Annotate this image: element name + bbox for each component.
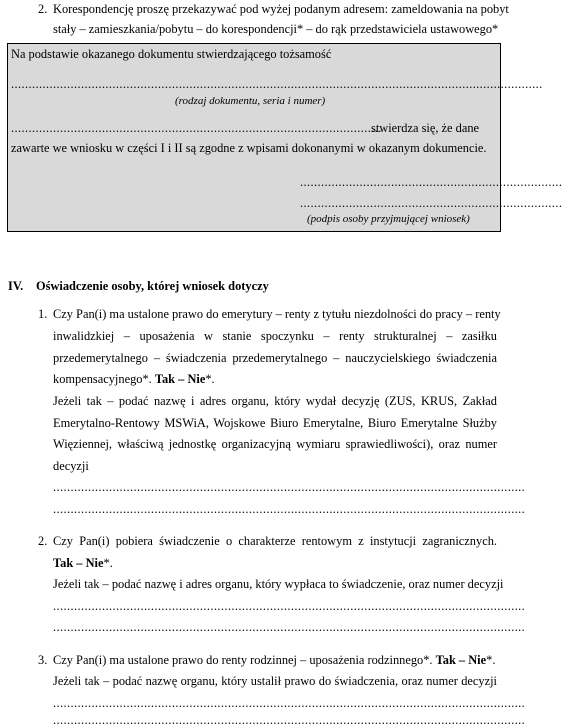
q1-line8: decyzji [53,459,89,473]
q1-line6: Emerytalno-Rentowy MSWiA, Wojskowe Biuro Emerytalne, Biuro Emerytalne Służby [53,416,497,430]
officer-dots-line: .......................................................................................................... [11,121,382,135]
item2-line1: Korespondencję proszę przekazywać pod wyżej podanym adresem: zameldowania na pobyt [53,2,509,16]
q1-yes-no: Tak – Nie [154,372,206,386]
q3-answer-dots-2: ....................................................................................................................................... [53,713,526,727]
q1-answer-dots-2: ....................................................................................................................................... [53,502,526,516]
q1-answer-dots-1: ....................................................................................................................................... [53,480,526,494]
q2-number: 2. [38,534,48,548]
q3-yes-no: Tak – Nie [435,653,487,667]
q1-line2: inwalidzkiej – uposażenia w stanie spoczynku – renty strukturalnej – zasiłku [53,329,497,343]
q1-line5: Jeżeli tak – podać nazwę i adres organu, który wydał decyzję (ZUS, KRUS, Zakład [53,394,497,408]
q3-line1-text: Czy Pan(i) ma ustalone prawo do renty rodzinnej – uposażenia rodzinnego*. [53,653,436,667]
document-caption: (rodzaj dokumentu, seria i numer) [175,95,326,107]
section-number: IV. [8,279,24,293]
q2-line2-end: *. [103,556,113,570]
signature-dots-2: ........................................................................... [300,196,562,210]
box-intro: Na podstawie okazanego dokumentu stwierdzającego tożsamość [11,47,332,61]
office-verification-box [7,43,562,232]
q3-line2: Jeżeli tak – podać nazwę organu, który ustalił prawo do świadczenia, oraz numer decyzji [53,674,497,688]
q1-line4-end: *. [205,372,215,386]
q3-line1-end: *. [486,653,496,667]
q2-answer-dots-1: ....................................................................................................................................... [53,599,526,613]
box-line2-end: stwierdza się, że dane [371,121,480,135]
q3-number: 3. [38,653,48,667]
section-title: Oświadczenie osoby, której wniosek dotyczy [36,279,269,293]
q2-yes-no: Tak – Nie [53,556,104,570]
item2-line2: stały – zamieszkania/pobytu – do korespondencji* – do rąk przedstawiciela ustawowego* [53,22,499,36]
q1-line7: Więziennej, właściwą jednostkę organizacyjną wymiaru sprawiedliwości), oraz numer [53,437,497,451]
q2-line2 [53,556,113,571]
q2-line1: Czy Pan(i) pobiera świadczenie o charakterze rentowym z instytucji zagranicznych. [53,534,497,548]
document-dots-line: ........................................................................................................................................................ [11,77,543,91]
q2-answer-dots-2: ....................................................................................................................................... [53,620,526,634]
q1-line4-text: kompensacyjnego*. [53,372,155,386]
q1-number: 1. [38,307,48,321]
q2-line3: Jeżeli tak – podać nazwę i adres organu, który wypłaca to świadczenie, oraz numer decyzji [53,577,504,591]
q3-line1 [53,653,495,668]
box-line3: zawarte we wniosku w części I i II są zgodne z wpisami dokonanymi w okazanym dokumencie. [11,141,487,155]
item2-number: 2. [38,2,48,16]
q1-line1: Czy Pan(i) ma ustalone prawo do emerytury – renty z tytułu niezdolności do pracy – renty [53,307,501,321]
signature-caption: (podpis osoby przyjmującej wniosek) [307,213,470,225]
q1-line4 [53,372,215,387]
q3-answer-dots-1: ....................................................................................................................................... [53,696,526,710]
q1-line3: przedemerytalnego – świadczenia przedemerytalnego – nauczycielskiego świadczenia [53,351,497,365]
signature-dots-1: ........................................................................... [300,175,562,189]
